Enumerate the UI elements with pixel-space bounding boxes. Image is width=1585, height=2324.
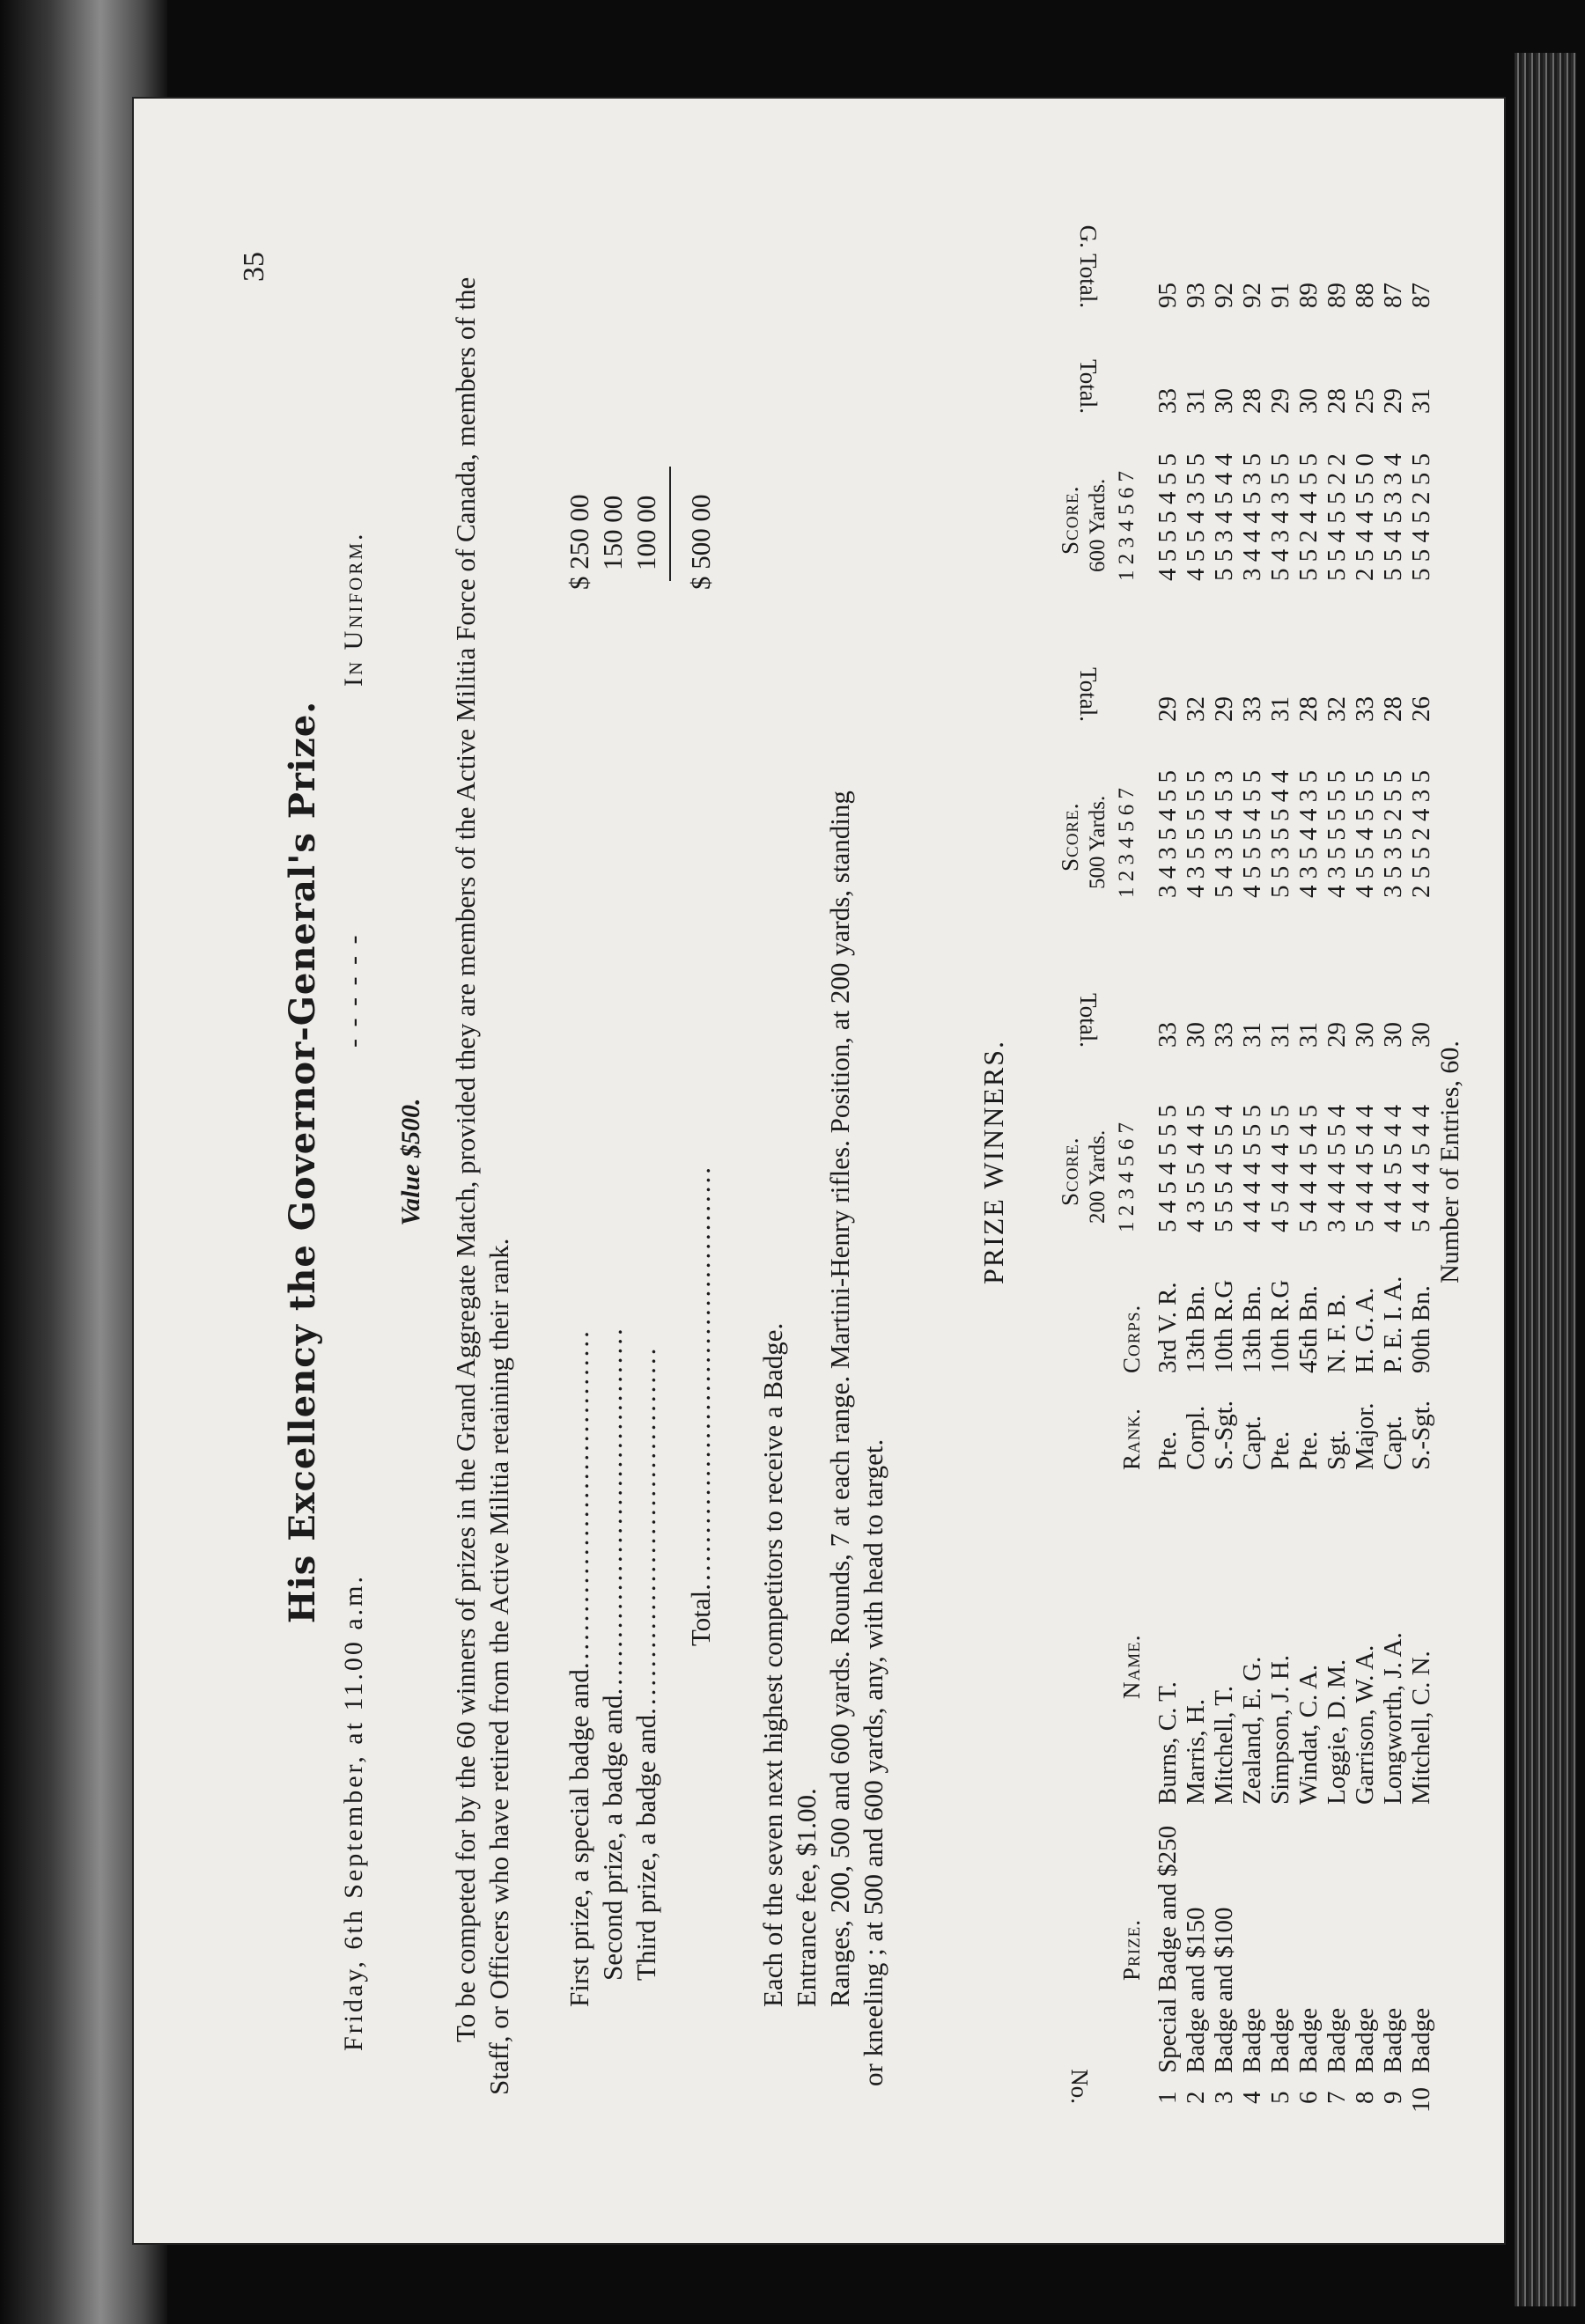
dash-leader: - - - - - - [339,932,368,1048]
note-position: or kneeling ; at 500 and 600 yards, any, with head to target. [858,1438,888,2086]
header-no: No. [1066,2069,1093,2104]
rotated-page-content: 35 His Excellency the Governor-General's Prize. Friday, 6th September, at 11.00 a.m. - - - - - - In Uniform. Value $500. To be competed for by the 60 winners of prizes in the Grand Aggregate Match, provided they are members of the Active Militia Force of Canada, members of the Staff, or Officers who have retired from the Active Militia retaining their rank. First prize, a special badge and.................................... $ 250 00 Second prize, a badge and....................................... 150 00 Third prize, a badge and....................................... 100 00 Total............................................. $ 500 00 Each of the seven next highest competitors to receive a Badge. Entrance fee, $1.00. Ranges, 200, 500 and 600 yards. Rounds, 7 at each range. Martini-Henry rifles. Position, at 200 yards, standing or kneeling ; at 500 and 600 yards, any, with head to target. PRIZE WINNERS. No. Prize. Name. Rank. Corps. Score. 200 Yards. 1 2 3 4 5 6 7 Total. Score. 500 Yards. 1 2 3 4 5 6 7 Total. Score. 600 Yards. 1 2 3 4 5 6 7 Total. G. Total. 1 Special Badge and $250 Burns, C. T. Pte. 3rd V. R. 5 4 5 4 5 5 5 33 3 4 3 5 4 5 5 29 4 5 5 5 4 5 5 33 95 2 Badge and $150 Marris, H. Corpl. 13th Bn. 4 3 5 5 4 4 5 30 4 3 5 5 5 5 5 32 4 5 5 4 3 5 5 31 93 3 Badge and $100 Mitchell, T. S.-Sgt. 10th R.G 5 5 5 4 5 5 4 33 5 4 3 5 4 5 3 29 5 5 3 4 5 4 4 30 92 4 Badge Zealand, E. G. Capt. 13th Bn. 4 4 4 4 5 5 5 31 4 5 5 5 4 5 5 33 3 4 4 4 5 3 5 28 92 5 Badge Simpson, J. H. Pte. 10th R.G 4 5 4 4 4 5 5 31 5 5 3 5 5 4 4 31 5 4 3 4 3 5 5 29 91 6 Badge Windat, C. A. Pte. 45th Bn. 5 4 4 4 5 4 5 31 4 3 5 4 4 3 5 28 5 5 2 4 4 5 5 30 89 7 Badge Loggie, D. M. Sgt. N. F. B. 3 4 4 4 5 5 4 29 4 3 5 5 5 5 5 32 5 5 4 5 5 2 2 28 89 8 Badge Garrison, W. A. Major. H. G. A. 5 4 4 4 5 4 4 30 4 5 5 4 5 5 5 33 2 5 4 4 5 5 0 25 88 9 Badge Longworth, J. A. Capt. P. E. I. A. 4 4 4 5 5 4 4 30 3 5 3 5 2 5 5 28 5 5 4 5 3 3 4 29 87 10 Badge Mitchell, C. N. S.-Sgt. 90th Bn. 5 4 4 4 5 4 4 30 2 5 5 2 4 3 5 26 5 5 4 5 2 5 5 31 87 Number of Entries, 60. [176,106,1497,2218]
note-seven: Each of the seven next highest competitors to receive a Badge. [757,1322,788,2007]
header-total-500: Total. [1075,667,1102,722]
prize-line-3: Third prize, a badge and....................................... [630,1345,661,1981]
uniform-note: In Uniform. [339,531,368,687]
header-grand-total: G. Total. [1075,224,1102,308]
header-score-500: Score. [1057,802,1083,872]
date-line: Friday, 6th September, at 11.00 a.m. [339,1574,368,2051]
header-total-200: Total. [1075,993,1102,1048]
header-name: Name. [1118,1634,1145,1699]
header-500-yards: 500 Yards. [1086,795,1110,889]
header-corps: Corps. [1118,1304,1145,1373]
total-rule [669,467,671,581]
header-600-yards: 600 Yards. [1086,478,1110,572]
header-200-shots: 1 2 3 4 5 6 7 [1115,1122,1139,1232]
header-rank: Rank. [1118,1408,1145,1470]
conditions-paragraph: To be competed for by the 60 winners of prizes in the Grand Aggregate Match, provided they are members of the Active Militia Force of Canada, members of the Staff, or Officers who have retired from the Active Militia retaining their rank. [450,276,514,2095]
note-entrance-fee: Entrance fee, $1.00. [791,1788,822,2007]
header-600-shots: 1 2 3 4 5 6 7 [1115,471,1139,581]
section-title: PRIZE WINNERS. [977,1039,1009,1285]
prize-line-1: First prize, a special badge and.................................... [564,1328,594,2007]
prize-line-2: Second prize, a badge and....................................... [597,1326,628,1981]
page-edges [1515,53,1576,2306]
header-500-shots: 1 2 3 4 5 6 7 [1115,788,1139,898]
note-ranges: Ranges, 200, 500 and 600 yards. Rounds, 7 at each range. Martini-Henry rifles. Position, at 200 yards, standing [824,791,855,2007]
total-amount: $ 500 00 [685,494,716,590]
prize-value: Value $500. [396,1098,425,1226]
page-number: 35 [238,252,270,282]
prize-amount-2: 150 00 [597,495,628,570]
header-total-600: Total. [1075,359,1102,414]
entries-count: Number of Entries, 60. [1435,1041,1464,1283]
prize-amount-3: 100 00 [630,495,661,570]
header-200-yards: 200 Yards. [1086,1129,1110,1224]
total-line: Total............................................. [685,1164,716,1646]
header-score-200: Score. [1057,1136,1083,1206]
prize-amount-1: $ 250 00 [564,494,594,590]
header-score-600: Score. [1057,485,1083,555]
header-prize: Prize. [1118,1919,1145,1981]
page-title: His Excellency the Governor-General's Prize. [282,700,323,1624]
